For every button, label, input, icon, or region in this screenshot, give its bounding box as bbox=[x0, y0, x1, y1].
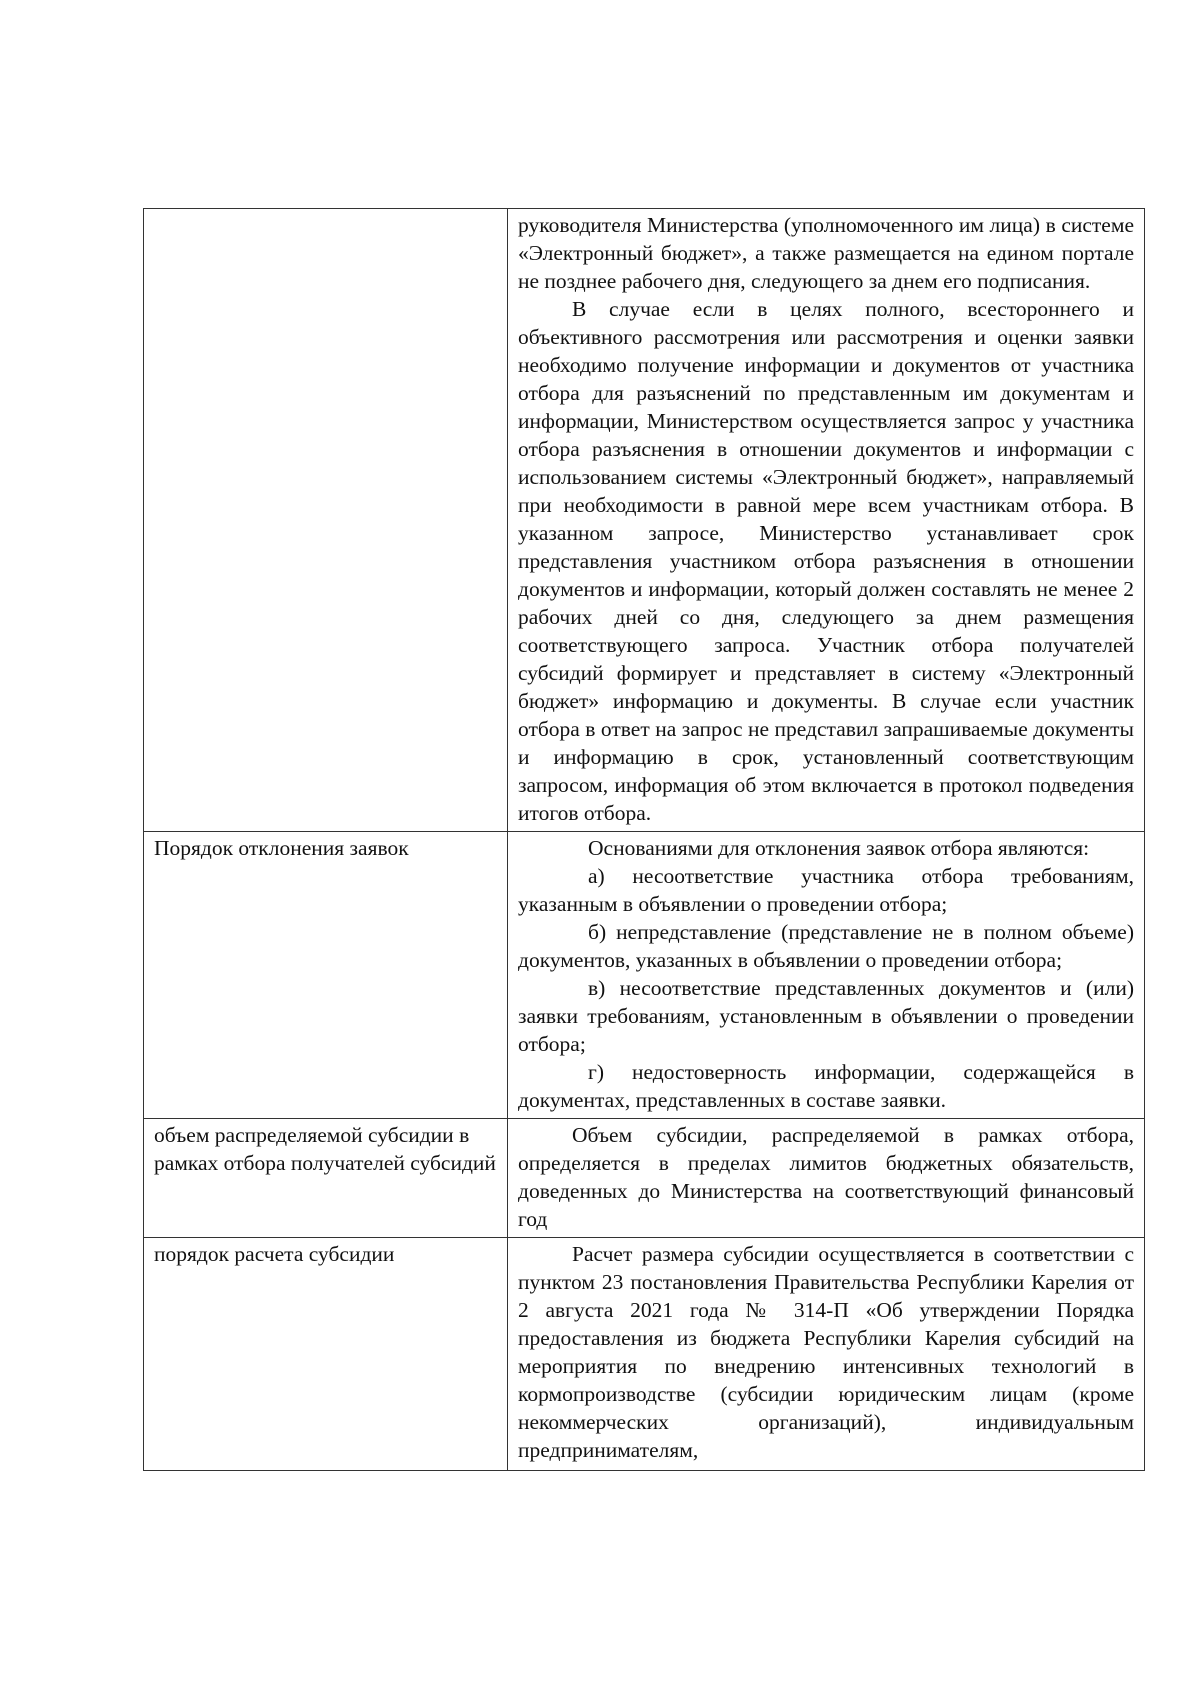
paragraph: руководителя Министерства (уполномоченного им лица) в системе «Электронный бюджет», а также размещается на едином портале не позднее рабочего дня, следующего за днем его подписания. bbox=[518, 213, 1134, 293]
table-row bbox=[144, 209, 1145, 832]
row-label: Порядок отклонения заявок bbox=[154, 836, 409, 860]
paragraph: В случае если в целях полного, всестороннего и объективного рассмотрения или рассмотрения и оценки заявки необходимо получение информации и документов от участника отбора для разъяснений по представленным им документам и информации, Министерством осуществляется запрос у участника отбора разъяснения в отношении документов и информации с использованием системы «Электронный бюджет», направляемый при необходимости в равной мере всем участникам отбора. В указанном запросе, Министерство устанавливает срок представления участником отбора разъяснения в отношении документов и информации, который должен составлять не менее 2 рабочих дней со дня, следующего за днем размещения соответствующего запроса. Участник отбора получателей субсидий формирует и представляет в систему «Электронный бюджет» информацию и документы. В случае если участник отбора в ответ на запрос не представил запрашиваемые документы и информацию в срок, установленный соответствующим запросом, информация об этом включается в протокол подведения итогов отбора. bbox=[518, 297, 1134, 825]
row-content-cell bbox=[508, 1238, 1145, 1471]
row-label-cell bbox=[144, 1119, 508, 1238]
paragraph: Основаниями для отклонения заявок отбора являются: bbox=[588, 836, 1090, 860]
table-row bbox=[144, 1238, 1145, 1471]
table-row bbox=[144, 832, 1145, 1119]
row-label: объем распределяемой субсидии в рамках отбора получателей субсидий bbox=[154, 1123, 496, 1175]
table-row bbox=[144, 1119, 1145, 1238]
paragraph: а) несоответствие участника отбора требованиям, указанным в объявлении о проведении отбора; bbox=[518, 864, 1134, 916]
row-content-cell bbox=[508, 209, 1145, 832]
paragraph: Объем субсидии, распределяемой в рамках отбора, определяется в пределах лимитов бюджетных обязательств, доведенных до Министерства на соответствующий финансовый год bbox=[518, 1123, 1134, 1231]
row-label-cell bbox=[144, 209, 508, 832]
paragraph: Расчет размера субсидии осуществляется в соответствии с пунктом 23 постановления Правительства Республики Карелия от 2 августа 2021 года № 314-П «Об утверждении Порядка предоставления из бюджета Республики Карелия субсидий на мероприятия по внедрению интенсивных технологий в кормопроизводстве (субсидии юридическим лицам (кроме некоммерческих организаций), индивидуальным предпринимателям, bbox=[518, 1242, 1134, 1462]
paragraph: в) несоответствие представленных документов и (или) заявки требованиям, установленным в объявлении о проведении отбора; bbox=[518, 976, 1134, 1056]
paragraph: г) недостоверность информации, содержащейся в документах, представленных в составе заявки. bbox=[518, 1060, 1134, 1112]
row-content-cell bbox=[508, 832, 1145, 1119]
row-label-cell bbox=[144, 1238, 508, 1471]
row-label: порядок расчета субсидии bbox=[154, 1242, 395, 1266]
row-content-cell bbox=[508, 1119, 1145, 1238]
row-label-cell bbox=[144, 832, 508, 1119]
paragraph: б) непредставление (представление не в полном объеме) документов, указанных в объявлении о проведении отбора; bbox=[518, 920, 1134, 972]
document-table bbox=[143, 208, 1145, 1471]
